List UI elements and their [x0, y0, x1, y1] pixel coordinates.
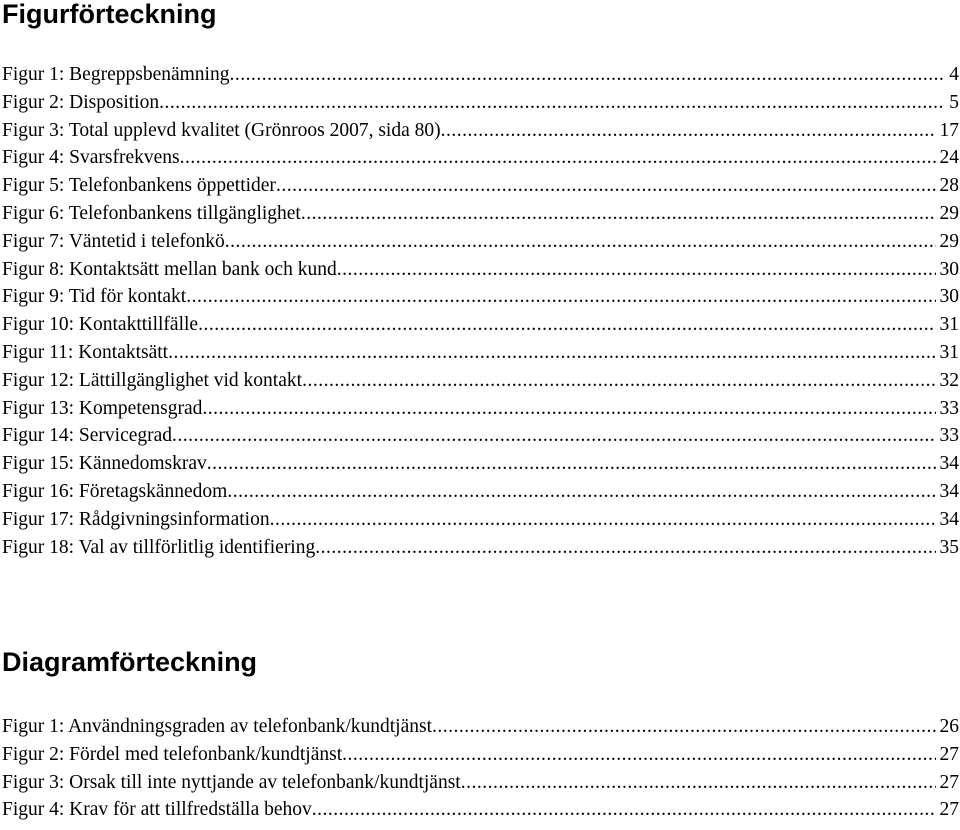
- toc-entry[interactable]: [2, 256, 959, 284]
- toc-entry-label: Figur 14: Servicegrad: [2, 425, 173, 447]
- dot-leader: [172, 422, 935, 450]
- toc-entry-page-number: 30: [939, 286, 959, 308]
- toc-entry-label: Figur 9: Tid för kontakt: [2, 286, 187, 308]
- toc-entry[interactable]: [2, 796, 959, 824]
- dot-leader: [225, 228, 936, 256]
- toc-entry[interactable]: [2, 506, 959, 534]
- dot-leader: [168, 339, 935, 367]
- dot-leader: [159, 89, 945, 117]
- toc-entry[interactable]: [2, 478, 959, 506]
- toc-entry-label: Figur 3: Total upplevd kvalitet (Grönroos 2007, sida 80): [2, 119, 441, 141]
- toc-entry-page-number: 29: [939, 202, 959, 224]
- toc-entry[interactable]: [2, 89, 959, 117]
- dot-leader: [229, 61, 945, 89]
- toc-entry-label: Figur 10: Kontakttillfälle: [2, 314, 199, 336]
- toc-entry-label: Figur 1: Begreppsbenämning: [2, 64, 230, 85]
- toc-entry-page-number: 35: [939, 536, 959, 558]
- toc-entry[interactable]: [2, 395, 959, 423]
- toc-entry-page-number: 31: [939, 314, 959, 336]
- toc-entry[interactable]: [2, 339, 959, 367]
- dot-leader: [432, 713, 935, 741]
- toc-entry-label: Figur 4: Svarsfrekvens: [2, 147, 180, 169]
- toc-entry-page-number: 33: [939, 425, 959, 447]
- toc-entry-label: Figur 2: Disposition: [2, 91, 160, 113]
- toc-entry-label: Figur 18: Val av tillförlitlig identifiering: [2, 536, 316, 558]
- toc-entry-page-number: 27: [939, 743, 959, 765]
- toc-entry-page-number: 28: [939, 175, 959, 197]
- toc-entry[interactable]: [2, 422, 959, 450]
- figures-list: [2, 61, 959, 561]
- toc-entry[interactable]: [2, 769, 959, 797]
- toc-entry-label: Figur 16: Företagskännedom: [2, 480, 228, 502]
- toc-entry[interactable]: [2, 741, 959, 769]
- dot-leader: [461, 769, 936, 797]
- toc-entry-label: Figur 11: Kontaktsätt: [2, 341, 169, 363]
- toc-entry-page-number: 30: [939, 258, 959, 280]
- dot-leader: [301, 200, 936, 228]
- toc-entry-page-number: 26: [939, 716, 959, 737]
- toc-entry-label: Figur 4: Krav för att tillfredställa behov: [2, 799, 312, 821]
- dot-leader: [270, 506, 936, 534]
- toc-entry[interactable]: [2, 228, 959, 256]
- toc-entry-page-number: 5: [949, 91, 959, 113]
- diagrams-heading: Diagramförteckning: [2, 647, 258, 677]
- dot-leader: [342, 741, 935, 769]
- toc-entry-page-number: 24: [939, 147, 959, 169]
- toc-entry-page-number: 17: [939, 119, 959, 141]
- dot-leader: [198, 311, 935, 339]
- toc-entry[interactable]: [2, 367, 959, 395]
- toc-entry-page-number: 29: [939, 230, 959, 252]
- toc-entry-label: Figur 2: Fördel med telefonbank/kundtjänst: [2, 743, 343, 765]
- toc-entry[interactable]: [2, 117, 959, 145]
- toc-entry[interactable]: [2, 713, 959, 741]
- toc-entry[interactable]: [2, 283, 959, 311]
- dot-leader: [302, 367, 935, 395]
- toc-entry-page-number: 34: [939, 508, 959, 530]
- toc-entry-label: Figur 5: Telefonbankens öppettider: [2, 175, 276, 197]
- toc-entry-page-number: 27: [939, 771, 959, 793]
- toc-entry-label: Figur 7: Väntetid i telefonkö: [2, 230, 225, 252]
- figures-heading: Figurförteckning: [2, 0, 217, 29]
- dot-leader: [312, 796, 936, 824]
- toc-entry[interactable]: [2, 61, 959, 89]
- toc-entry-page-number: 27: [939, 799, 959, 821]
- toc-entry-label: Figur 8: Kontaktsätt mellan bank och kund: [2, 258, 337, 280]
- toc-entry-page-number: 34: [939, 480, 959, 502]
- toc-entry-label: Figur 17: Rådgivningsinformation: [2, 508, 270, 530]
- toc-entry[interactable]: [2, 200, 959, 228]
- toc-entry[interactable]: [2, 450, 959, 478]
- toc-entry-label: Figur 1: Användningsgraden av telefonbank/kundtjänst: [2, 716, 433, 737]
- dot-leader: [441, 117, 936, 145]
- toc-entry-label: Figur 12: Lättillgänglighet vid kontakt: [2, 369, 303, 391]
- dot-leader: [186, 283, 935, 311]
- toc-entry-label: Figur 3: Orsak till inte nyttjande av telefonbank/kundtjänst: [2, 771, 461, 793]
- dot-leader: [180, 144, 936, 172]
- dot-leader: [227, 478, 935, 506]
- toc-entry-label: Figur 6: Telefonbankens tillgänglighet: [2, 202, 301, 224]
- toc-entry-page-number: 34: [939, 453, 959, 475]
- dot-leader: [207, 450, 936, 478]
- toc-entry-page-number: 33: [939, 397, 959, 419]
- toc-entry-page-number: 32: [939, 369, 959, 391]
- diagrams-list: [2, 713, 959, 824]
- toc-entry-label: Figur 13: Kompetensgrad: [2, 397, 203, 419]
- dot-leader: [337, 256, 936, 284]
- toc-entry[interactable]: [2, 172, 959, 200]
- toc-entry[interactable]: [2, 144, 959, 172]
- dot-leader: [276, 172, 936, 200]
- toc-entry[interactable]: [2, 311, 959, 339]
- toc-entry-page-number: 31: [939, 341, 959, 363]
- dot-leader: [202, 395, 935, 423]
- toc-entry-label: Figur 15: Kännedomskrav: [2, 453, 207, 475]
- dot-leader: [315, 534, 935, 562]
- toc-entry-page-number: 4: [949, 64, 959, 85]
- toc-entry[interactable]: [2, 534, 959, 562]
